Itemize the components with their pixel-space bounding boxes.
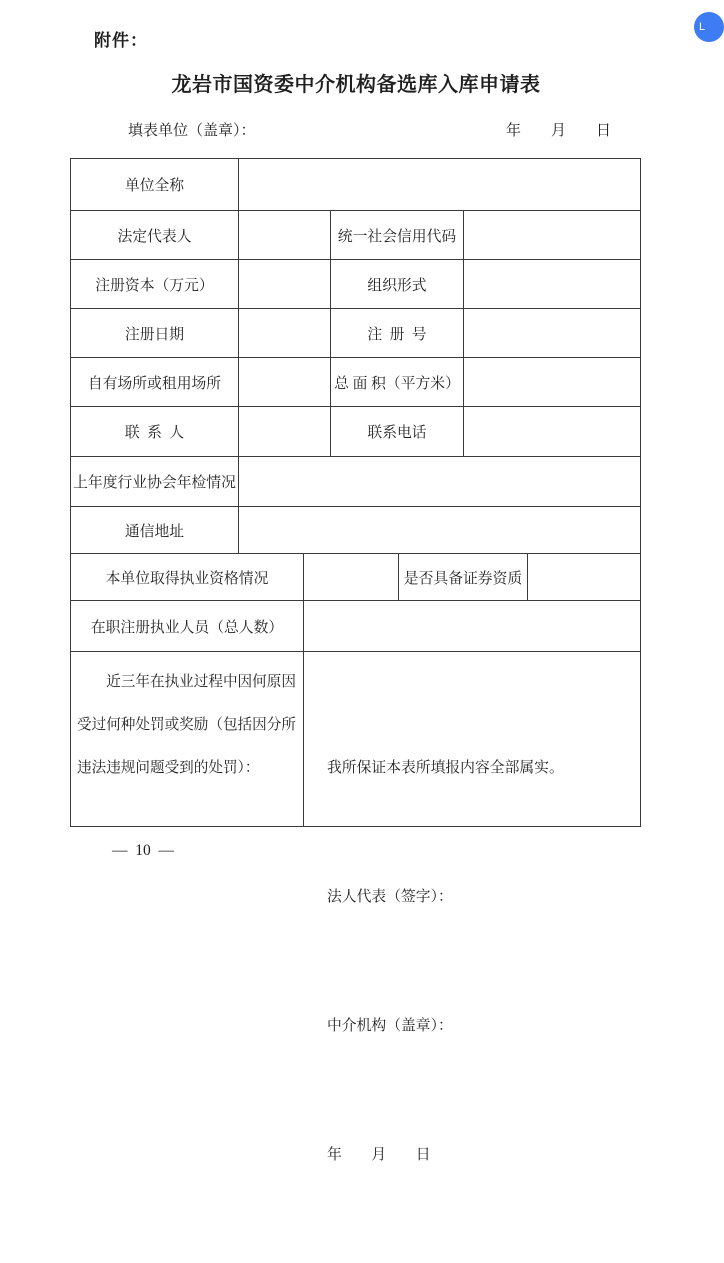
credit-code-value xyxy=(464,211,641,260)
table-row-reg-date xyxy=(71,309,641,358)
penalty-question-text: 近三年在执业过程中因何原因受过何种处罚或奖励（包括因分所违法违规问题受到的处罚）： xyxy=(71,652,304,827)
page-number: — 10 — xyxy=(112,842,174,859)
total-area-value xyxy=(464,358,641,407)
contact-phone-label: 联系电话 xyxy=(331,407,464,457)
reg-number-label: 注 册 号 xyxy=(331,309,464,358)
table-row-reg-capital xyxy=(71,260,641,309)
registered-staff-value xyxy=(304,601,641,652)
agency-seal-label: 中介机构（盖章）： xyxy=(327,1018,453,1034)
org-form-label: 组织形式 xyxy=(331,260,464,309)
premises-label: 自有场所或租用场所 xyxy=(71,358,239,407)
table-row-qualification xyxy=(71,554,641,601)
reg-capital-label: 注册资本（万元） xyxy=(71,260,239,309)
floating-tool-button[interactable] xyxy=(694,12,724,42)
table-row-premises xyxy=(71,358,641,407)
table-row-legal-rep xyxy=(71,211,641,260)
contact-person-label: 联 系 人 xyxy=(71,407,239,457)
qualification-value xyxy=(304,554,399,601)
unit-name-label: 单位全称 xyxy=(71,159,239,211)
qualification-label: 本单位取得执业资格情况 xyxy=(71,554,304,601)
table-row-unit-name xyxy=(71,159,641,211)
page-title: 龙岩市国资委中介机构备选库入库申请表 xyxy=(171,74,541,96)
annual-inspection-label: 上年度行业协会年检情况 xyxy=(71,457,239,507)
top-date-label: 年 月 日 xyxy=(506,123,612,139)
signature-date-label: 年 月 日 xyxy=(327,1147,431,1163)
floating-tool-glyph: L xyxy=(699,21,706,33)
registered-staff-label: 在职注册执业人员（总人数） xyxy=(71,601,304,652)
contact-person-value xyxy=(239,407,331,457)
contact-phone-value xyxy=(464,407,641,457)
table-row-annual-inspection xyxy=(71,457,641,507)
unit-name-value xyxy=(239,159,641,211)
securities-qual-label: 是否具备证券资质 xyxy=(399,554,528,601)
mailing-address-value xyxy=(239,507,641,554)
total-area-label: 总 面 积（平方米） xyxy=(331,358,464,407)
annual-inspection-value xyxy=(239,457,641,507)
table-row-registered-staff xyxy=(71,601,641,652)
reg-capital-value xyxy=(239,260,331,309)
fill-unit-label: 填表单位（盖章）： xyxy=(128,123,256,139)
table-row-contact xyxy=(71,407,641,457)
declaration-block xyxy=(304,652,641,1163)
credit-code-label: 统一社会信用代码 xyxy=(331,211,464,260)
mailing-address-label: 通信地址 xyxy=(71,507,239,554)
org-form-value xyxy=(464,260,641,309)
securities-qual-value xyxy=(528,554,641,601)
reg-date-value xyxy=(239,309,331,358)
reg-date-label: 注册日期 xyxy=(71,309,239,358)
reg-number-value xyxy=(464,309,641,358)
premises-value xyxy=(239,358,331,407)
attachment-label: 附件： xyxy=(94,31,148,50)
legal-rep-label: 法定代表人 xyxy=(71,211,239,260)
legal-rep-signature-label: 法人代表（签字）： xyxy=(327,889,453,905)
table-row-mailing-address xyxy=(71,507,641,554)
declaration-text: 我所保证本表所填报内容全部属实。 xyxy=(327,760,564,776)
legal-rep-value xyxy=(239,211,331,260)
